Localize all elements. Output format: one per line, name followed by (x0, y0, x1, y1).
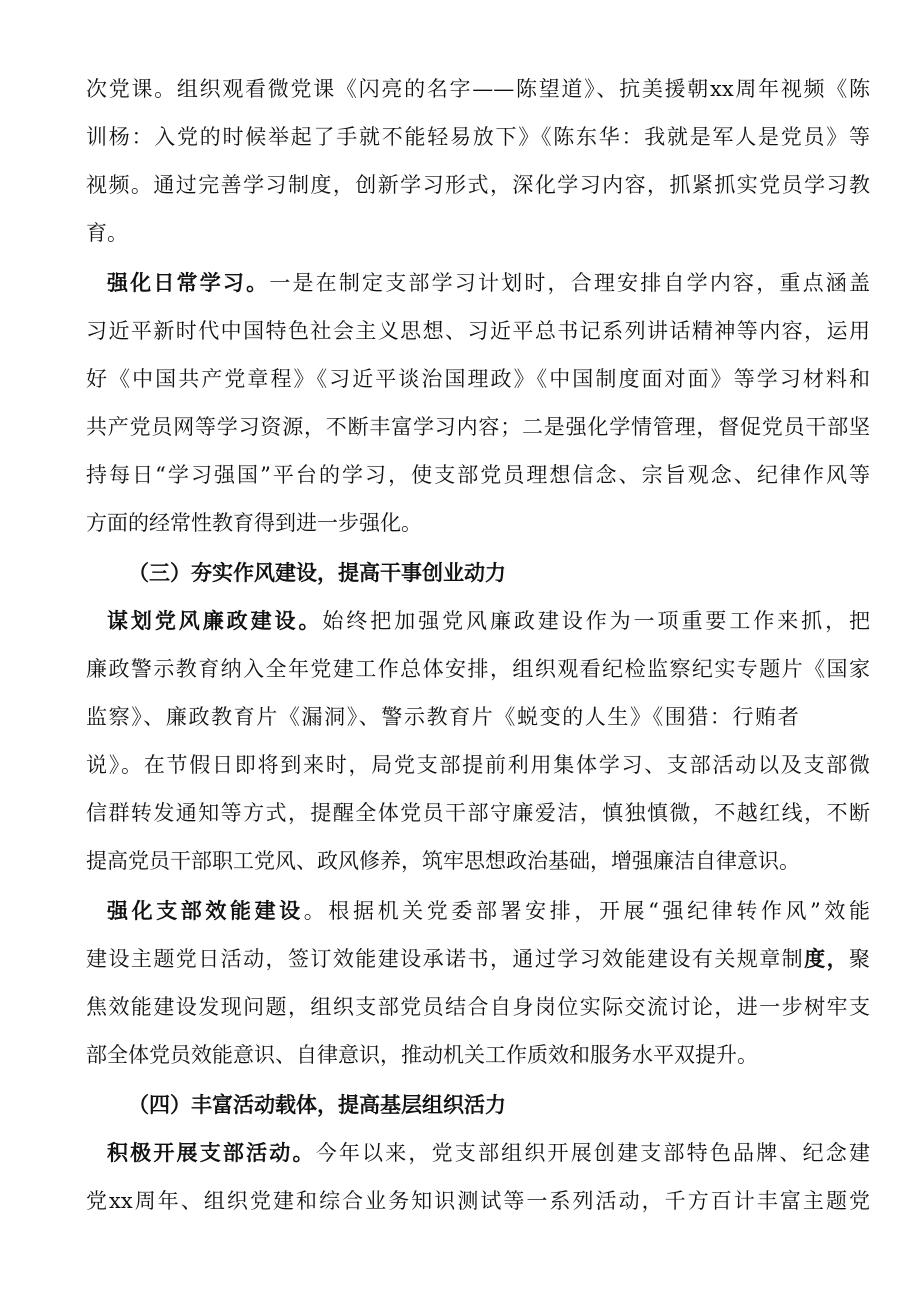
paragraph-text: 一是在制定支部学习计划时，合理安排自学内容，重点涵盖 (269, 271, 870, 295)
section-heading: （三）夯实作风建设，提高干事创业动力 (128, 560, 506, 585)
paragraph-line: 监察》、廉政教育片《漏洞》、警示教育片《蜕变的人生》《围猎：行贿者 (86, 705, 801, 729)
paragraph-line: 党xx周年、组织党建和综合业务知识测试等一系列活动，千方百计丰富主题党 (86, 1189, 870, 1213)
paragraph-lead: 积极开展支部活动。 (107, 1140, 316, 1165)
paragraph-line: 部全体党员效能意识、自律意识，推动机关工作质效和服务水平双提升。 (86, 1043, 758, 1067)
paragraph-line: 训杨：入党的时候举起了手就不能轻易放下》《陈东华：我就是军人是党员》等 (86, 125, 870, 149)
paragraph-first-line (107, 896, 870, 926)
paragraph-text: 今年以来，党支部组织开展创建支部特色品牌、纪念建 (315, 1141, 870, 1165)
paragraph-lead: 强化日常学习。 (107, 270, 270, 295)
paragraph-line: 提高党员干部职工党风、政风修养，筑牢思想政治基础，增强廉洁自律意识。 (86, 849, 800, 873)
paragraph-lead: 强化支部效能建设 (107, 898, 304, 923)
paragraph-line: 持每日“学习强国”平台的学习，使支部党员理想信念、宗旨观念、纪律作风等 (86, 463, 870, 487)
paragraph-line (86, 944, 870, 974)
paragraph-line: 育。 (86, 221, 128, 245)
paragraph-line: 方面的经常性教育得到进一步强化。 (86, 511, 422, 535)
section-heading: （四）丰富活动载体，提高基层组织活力 (128, 1092, 506, 1117)
paragraph-line: 习近平新时代中国特色社会主义思想、习近平总书记系列讲话精神等内容，运用 (86, 319, 870, 343)
paragraph-text: 。根据机关党委部署安排，开展“强纪律转作风”效能 (303, 899, 870, 923)
paragraph-first-line (107, 268, 870, 298)
paragraph-first-line (107, 1138, 870, 1168)
paragraph-line: 焦效能建设发现问题，组织支部党员结合自身岗位实际交流讨论，进一步树牢支 (86, 995, 870, 1019)
paragraph-line: 次党课。组织观看微党课《闪亮的名字——陈望道》、抗美援朝xx周年视频《陈 (86, 77, 870, 101)
paragraph-text: 聚 (849, 947, 871, 971)
paragraph-first-line (107, 606, 870, 636)
paragraph-text: 始终把加强党风廉政建设作为一项重要工作来抓，把 (322, 609, 871, 633)
paragraph-line: 视频。通过完善学习制度，创新学习形式，深化学习内容，抓紧抓实党员学习教 (86, 173, 870, 197)
paragraph-line: 信群转发通知等方式，提醒全体党员干部守廉爱洁，慎独慎微，不越红线，不断 (86, 801, 870, 825)
paragraph-emphasis: 度， (804, 946, 850, 971)
paragraph-line: 说》。在节假日即将到来时，局党支部提前利用集体学习、支部活动以及支部微 (86, 753, 870, 777)
paragraph-text: 建设主题党日活动，签订效能建设承诺书，通过学习效能建设有关规章制 (86, 947, 805, 971)
paragraph-line: 共产党员网等学习资源，不断丰富学习内容；二是强化学情管理，督促党员干部坚 (86, 415, 870, 439)
paragraph-lead: 谋划党风廉政建设。 (107, 608, 323, 633)
paragraph-line: 廉政警示教育纳入全年党建工作总体安排，组织观看纪检监察纪实专题片《国家 (86, 657, 870, 681)
paragraph-line: 好《中国共产党章程》《习近平谈治国理政》《中国制度面对面》等学习材料和 (86, 367, 870, 391)
